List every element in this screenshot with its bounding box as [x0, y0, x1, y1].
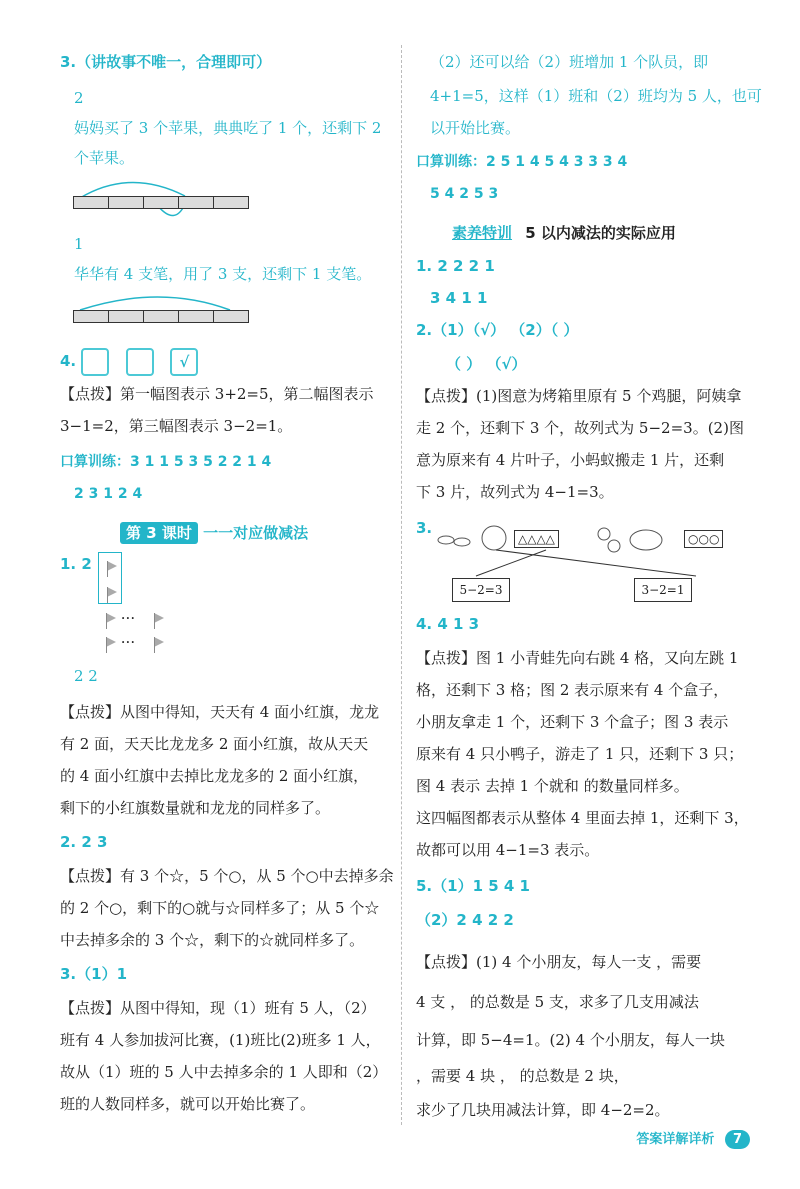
q3-answer-2: 1	[74, 235, 84, 253]
s2-answer-a: 2.（1）（√） （2）（ ）	[416, 321, 579, 339]
flag-row-1	[106, 608, 164, 628]
l2-tip-3: 中去掉多余的 3 个☆，剩下的☆就同样多了。	[60, 931, 365, 949]
l2-answer: 2. 2 3	[60, 833, 108, 851]
l3-tip-3: 故从（1）班的 5 人中去掉多余的 1 人即和（2）	[60, 1063, 388, 1081]
l2-tip-1: 【点拨】有 3 个☆，5 个○，从 5 个○中去掉多余	[60, 867, 394, 885]
q3-story-2: 华华有 4 支笔，用了 3 支，还剩下 1 支笔。	[74, 265, 372, 283]
flag-icon	[154, 637, 164, 647]
s3-label: 3.	[416, 519, 433, 537]
column-divider	[401, 45, 402, 1125]
r-top-1: （2）还可以给（2）班增加 1 个队员，即	[430, 53, 709, 71]
r-top-2: 4+1=5，这样（1）班和（2）班均为 5 人，也可	[430, 87, 762, 105]
flag-icon	[107, 587, 117, 597]
flag-icon	[154, 613, 164, 623]
equation-box-1: 5−2=3	[452, 578, 510, 602]
l2-tip-2: 的 2 个○，剩下的○就与☆同样多了；从 5 个☆	[60, 899, 380, 917]
oral-practice-2b: 5 4 2 5 3	[430, 186, 499, 202]
s4-tip-6: 这四幅图都表示从整体 4 里面去掉 1，还剩下 3，	[416, 809, 749, 827]
s1-answer-a: 1. 2 2 2 1	[416, 257, 495, 275]
l3-tip-4: 班的人数同样多，就可以开始比赛了。	[60, 1095, 316, 1113]
s4-answer: 4. 4 1 3	[416, 615, 480, 633]
l1-tip-1: 【点拨】从图中得知，天天有 4 面小红旗，龙龙	[60, 703, 380, 721]
segment-bar-1	[74, 196, 249, 209]
l3-answer: 3.（1）1	[60, 965, 128, 983]
s2-tip-4: 下 3 片，故列式为 4−1=3。	[416, 483, 614, 501]
matching-lines	[456, 548, 736, 578]
ellipsis: ···	[120, 633, 136, 651]
flag-icon	[106, 637, 116, 647]
l1-answer-2: 2 2	[74, 667, 98, 685]
q4-label: 4.	[60, 352, 77, 370]
q4-row	[60, 348, 210, 376]
segment-bar-2	[74, 310, 249, 323]
lesson-title: 一一对应做减法	[203, 524, 309, 542]
s5-tip-5: 求少了几块用减法计算，即 4−2=2。	[416, 1101, 670, 1119]
equation-box-2: 3−2=1	[634, 578, 692, 602]
s1-answer-b: 3 4 1 1	[430, 289, 488, 307]
q4-box-3: √	[170, 348, 198, 376]
page-footer	[636, 1128, 750, 1149]
l1-tip-4: 剩下的小红旗数量就和龙龙的同样多了。	[60, 799, 331, 817]
flag-icon	[106, 613, 116, 623]
ellipsis: ···	[120, 609, 136, 627]
lesson-badge: 第 3 课时	[120, 522, 198, 544]
r-top-3: 以开始比赛。	[430, 119, 521, 137]
s5-tip-4: ，需要 4 块 ， 的总数是 2 块，	[416, 1067, 629, 1085]
circle-box: ○○○	[684, 530, 723, 548]
s5-tip-2: 4 支 ， 的总数是 5 支，求多了几支用减法	[416, 993, 699, 1011]
special-badge: 素养特训	[452, 224, 513, 242]
q3-story-1: 妈妈买了 3 个苹果，典典吃了 1 个，还剩下 2	[74, 119, 382, 137]
footer-label: 答案详解详析	[636, 1132, 715, 1147]
q3-title: 3.（讲故事不唯一，合理即可）	[60, 53, 272, 71]
s4-tip-7: 故都可以用 4−1=3 表示。	[416, 841, 600, 859]
s2-tip-2: 走 2 个，还剩下 3 个，故列式为 5−2=3。(2)图	[416, 419, 744, 437]
flag-highlight	[98, 552, 122, 604]
l1-answer: 1. 2	[60, 555, 92, 573]
s4-tip-2: 格，还剩下 3 格；图 2 表示原来有 4 个盒子，	[416, 681, 729, 699]
oral-practice-1: 口算训练：3 1 1 5 3 5 2 2 1 4	[60, 454, 272, 470]
l1-tip-3: 的 4 面小红旗中去掉比龙龙多的 2 面小红旗，	[60, 767, 369, 785]
q4-box-2	[126, 348, 154, 376]
q4-box-1	[81, 348, 109, 376]
s5-answer-b: （2）2 4 2 2	[416, 911, 514, 929]
l3-tip-2: 班有 4 人参加拔河比赛，(1)班比(2)班多 1 人，	[60, 1031, 381, 1049]
s2-tip-1: 【点拨】(1)图意为烤箱里原有 5 个鸡腿，阿姨拿	[416, 387, 742, 405]
l3-tip-1: 【点拨】从图中得知，现（1）班有 5 人，（2）	[60, 999, 376, 1017]
q3-story-1b: 个苹果。	[74, 149, 135, 167]
s2-answer-b: （ ） （√）	[446, 355, 527, 373]
s2-tip-3: 意为原来有 4 片叶子，小蚂蚁搬走 1 片，还剩	[416, 451, 725, 469]
s5-tip-3: 计算，即 5−4=1。(2) 4 个小朋友，每人一块	[416, 1031, 725, 1049]
s5-answer-a: 5.（1）1 5 4 1	[416, 877, 530, 895]
s4-tip-1: 【点拨】图 1 小青蛙先向右跳 4 格，又向左跳 1	[416, 649, 739, 667]
l1-tip-2: 有 2 面，天天比龙龙多 2 面小红旗，故从天天	[60, 735, 369, 753]
s5-tip-1: 【点拨】(1) 4 个小朋友，每人一支 ，需要	[416, 953, 702, 971]
special-banner	[452, 222, 676, 243]
oral-practice-2: 口算训练：2 5 1 4 5 4 3 3 3 4	[416, 154, 628, 170]
oral-practice-1b: 2 3 1 2 4	[74, 486, 143, 502]
triangle-box: △△△△	[514, 530, 559, 548]
lesson-banner	[120, 522, 308, 543]
flag-icon	[107, 561, 117, 571]
page-number: 7	[725, 1130, 750, 1149]
special-title: 5 以内减法的实际应用	[525, 224, 676, 242]
s4-tip-3: 小朋友拿走 1 个，还剩下 3 个盒子；图 3 表示	[416, 713, 729, 731]
flag-row-2	[106, 632, 164, 652]
q4-tip-2: 3−1=2，第三幅图表示 3−2=1。	[60, 417, 293, 435]
s4-tip-5: 图 4 表示 去掉 1 个就和 的数量同样多。	[416, 777, 689, 795]
s4-tip-4: 原来有 4 只小鸭子，游走了 1 只，还剩下 3 只；	[416, 745, 744, 763]
q3-answer-1: 2	[74, 89, 84, 107]
q4-tip-1: 【点拨】第一幅图表示 3+2=5，第二幅图表示	[60, 385, 374, 403]
